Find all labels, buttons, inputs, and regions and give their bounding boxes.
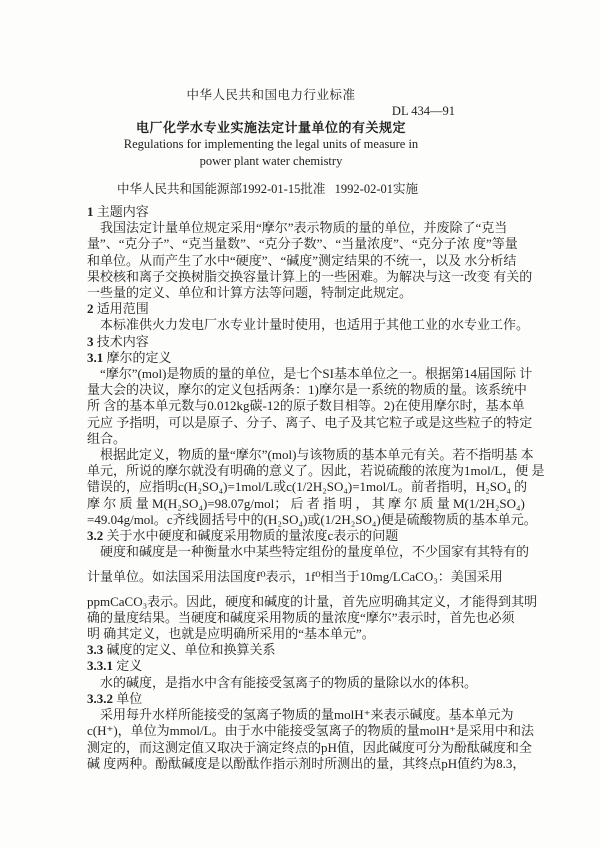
section-title: 单位 <box>116 690 143 706</box>
section-title: 主题内容 <box>96 204 149 219</box>
text-line: 和单位。从而产生了水中“硬度”、“碱度”测定结果的不统一，以及 水分析结 <box>87 252 517 268</box>
standard-type-label: 中华人民共和国电力行业标准 <box>186 88 356 102</box>
text-line: c(H⁺)，单位为mmol/L。由于水中能接受氢离子的物质的量molH⁺是采用中和法 <box>87 723 535 739</box>
text-line: 明 确其定义，也就是应明确所采用的“基本单元”。 <box>87 626 375 642</box>
section-heading <box>87 334 519 350</box>
section-number: 3.3.1 <box>87 658 113 674</box>
text-line: 确的量度结果。当硬度和碱度采用物质的量浓度“摩尔”表示时，首先也必须 <box>87 609 515 625</box>
section-heading <box>87 528 519 544</box>
section-heading <box>87 204 519 220</box>
section-heading <box>87 658 519 674</box>
section-number: 3.3.2 <box>87 690 113 706</box>
section-title: 摩尔的定义 <box>106 349 172 365</box>
document-body <box>87 204 545 772</box>
approved-by-text: 中华人民共和国能源部1992-01-15批准 <box>117 182 326 196</box>
section-heading <box>87 301 519 317</box>
document-title-en-line1: Regulations for implementing the legal units of measure in <box>123 137 419 151</box>
text-line: “摩尔”(mol)是物质的量的单位，是七个SI基本单位之一。根据第14届国际 计 <box>100 366 533 382</box>
text-line: 错误的，应指明c(H₂SO₄)=1mol/L或c(1/2H₂SO₄)=1mol/L。前者指明，H₂SO₄ 的 <box>87 479 528 495</box>
section-number: 3.2 <box>87 528 104 544</box>
text-line: 根据此定义，物质的量“摩尔”(mol)与该物质的基本单元有关。若不指明基 本 <box>100 447 534 463</box>
section-number: 3.3 <box>87 642 104 658</box>
approval-row <box>87 182 515 197</box>
text-line: 计量单位。如法国采用法国度f⁰表示，1f⁰相当于10mg/LCaCO₃：美国采用 <box>87 569 503 585</box>
section-heading <box>87 350 519 366</box>
section-heading <box>87 691 519 707</box>
document-header <box>87 88 455 169</box>
text-line: 果校核和离子交换树脂交换容量计算上的一些困难。为解决与这一改变 有关的 <box>87 268 533 284</box>
standard-code: DL 434—91 <box>391 104 455 118</box>
text-line: 硬度和碱度是一种衡量水中某些特定组份的量度单位，不少国家有其特有的 <box>100 544 530 560</box>
text-line: ppmCaCO₃表示。因此，硬度和碱度的计量，首先应明确其定义，才能得到其明 <box>87 593 538 609</box>
text-line: 碱 度两种。酚酞碱度是以酚酞作指示剂时所测出的量，其终点pH值约为8.3， <box>87 755 526 771</box>
section-number: 3.1 <box>87 349 104 365</box>
section-number: 2 <box>87 301 94 317</box>
text-line: 单元，所说的摩尔就没有明确的意义了。因此，若说硫酸的浓度为1mol/L，便 是 <box>87 463 545 479</box>
effective-date-text: 1992-02-01实施 <box>334 182 418 196</box>
text-line: 元应 予指明，可以是原子、分子、离子、电子及其它粒子或是这些粒子的特定 <box>87 414 533 430</box>
text-line: 我国法定计量单位规定采用“摩尔”表示物质的量的单位，并废除了“克当 <box>100 220 508 236</box>
text-line: 量大会的决议，摩尔的定义包括两条：1)摩尔是一系统的物质的量。该系统中 <box>87 382 527 398</box>
text-line: 测定的，而这测定值又取决于滴定终点的pH值，因此碱度可分为酚酞碱度和全 <box>87 739 532 755</box>
text-line: =49.04g/mol。c齐线圆括号中的(H₂SO₄)或(1/2H₂SO₄)便是硫酸物质的基本单元。 <box>87 511 537 527</box>
text-line: 一些量的定义、单位和计算方法等问题，特制定此规定。 <box>87 285 413 301</box>
section-number: 3 <box>87 333 94 349</box>
section-heading <box>87 642 519 658</box>
text-line: 所 含的基本单元数与0.012kg碳-12的原子数目相等。2)在使用摩尔时，基本单 <box>87 398 525 414</box>
document-title-en-line2: power plant water chemistry <box>199 153 343 168</box>
text-line: 组合。 <box>87 430 127 446</box>
text-line: 本标准供火力发电厂水专业计量时使用，也适用于其他工业的水专业工作。 <box>100 317 530 333</box>
section-title: 适用范围 <box>96 301 149 317</box>
text-line: 采用每升水样所能接受的氢离子物质的量molH⁺来表示碱度。基本单元为 <box>100 707 514 723</box>
text-line: 量”、“克分子”、“克当量数”、“克分子数”、“当量浓度”、“克分子浓 度”等量 <box>87 236 518 252</box>
section-title: 关于水中硬度和碱度采用物质的量浓度c表示的问题 <box>106 528 399 544</box>
section-title: 定义 <box>116 658 143 674</box>
section-title: 碱度的定义、单位和换算关系 <box>106 642 276 658</box>
section-title: 技术内容 <box>96 333 149 349</box>
text-line: 摩 尔 质 量 M(H₂SO₄)=98.07g/mol； 后 者 指 明 ， 其 摩 尔 质 量 M(1/2H₂SO₄) <box>87 495 525 511</box>
text-line: 水的碱度，是指水中含有能接受氢离子的物质的量除以水的体积。 <box>100 674 478 690</box>
section-number: 1 <box>87 204 94 219</box>
document-title-zh: 电厂化学水专业实施法定计量单位的有关规定 <box>135 120 406 135</box>
